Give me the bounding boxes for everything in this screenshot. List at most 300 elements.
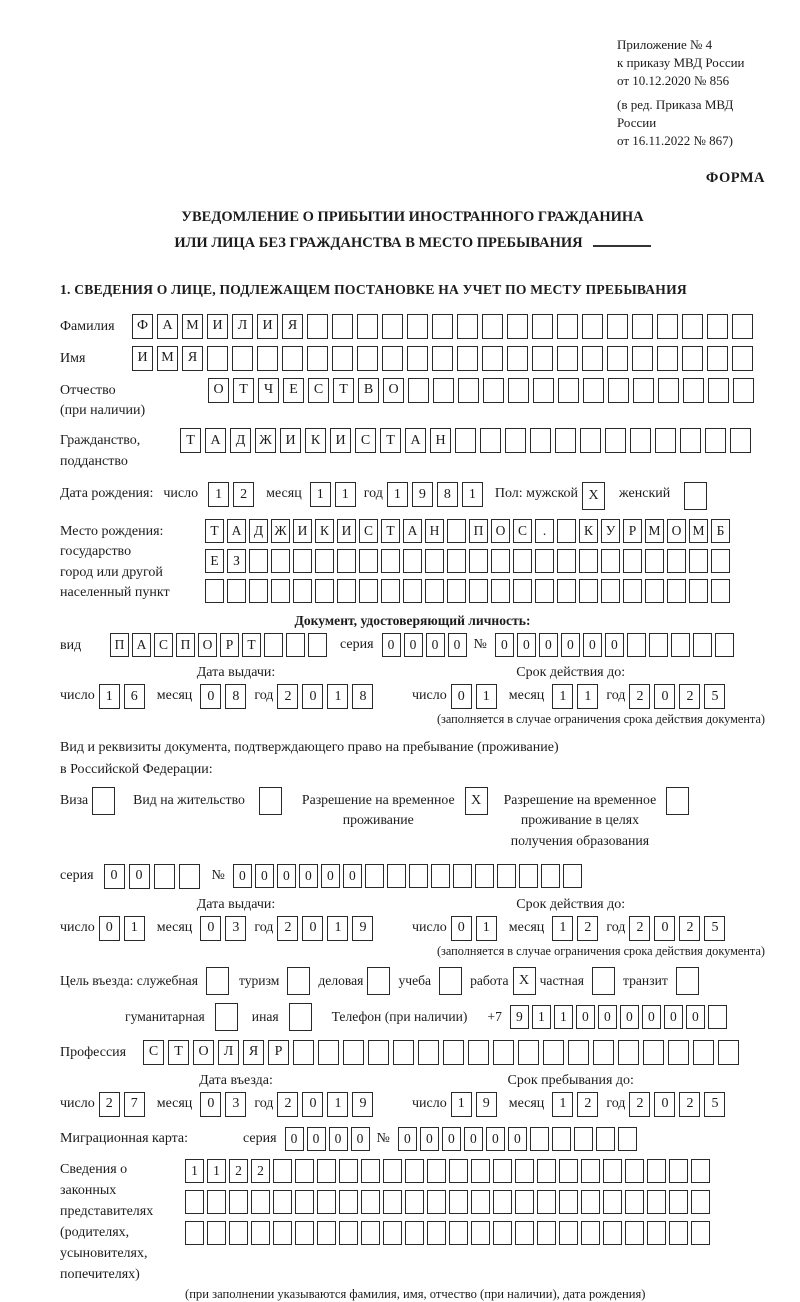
cell[interactable]: . bbox=[535, 519, 554, 543]
cell[interactable] bbox=[669, 1221, 688, 1245]
cell[interactable] bbox=[381, 579, 400, 603]
cell[interactable]: М bbox=[157, 346, 178, 371]
cell[interactable]: 0 bbox=[200, 1092, 221, 1117]
cell[interactable] bbox=[317, 1190, 336, 1214]
cell[interactable]: 0 bbox=[654, 1092, 675, 1117]
cell[interactable]: Н bbox=[425, 519, 444, 543]
sex-female-checkbox[interactable] bbox=[684, 482, 707, 510]
cell[interactable]: 1 bbox=[552, 684, 573, 709]
cell[interactable]: 0 bbox=[642, 1005, 661, 1029]
cell[interactable] bbox=[425, 549, 444, 573]
cell[interactable]: М bbox=[645, 519, 664, 543]
birth-place-cells-row3[interactable] bbox=[205, 579, 733, 603]
cell[interactable]: 1 bbox=[310, 482, 331, 507]
purpose-humanitarian-checkbox[interactable] bbox=[215, 1003, 238, 1031]
cell[interactable] bbox=[532, 314, 553, 339]
cell[interactable] bbox=[273, 1159, 292, 1183]
resid-valid-day-cells[interactable] bbox=[451, 916, 501, 941]
cell[interactable]: 1 bbox=[552, 916, 573, 941]
cell[interactable]: Т bbox=[180, 428, 201, 453]
purpose-business-checkbox[interactable] bbox=[367, 967, 390, 995]
cell[interactable]: 1 bbox=[327, 1092, 348, 1117]
cell[interactable]: О bbox=[208, 378, 229, 403]
cell[interactable]: 1 bbox=[207, 1159, 226, 1183]
cell[interactable] bbox=[630, 428, 651, 453]
cell[interactable] bbox=[680, 428, 701, 453]
cell[interactable]: А bbox=[405, 428, 426, 453]
cell[interactable] bbox=[317, 1159, 336, 1183]
cell[interactable]: К bbox=[315, 519, 334, 543]
cell[interactable]: Р bbox=[268, 1040, 289, 1065]
viza-checkbox[interactable] bbox=[92, 787, 115, 815]
birth-date-day-cells[interactable] bbox=[208, 482, 258, 507]
stay-until-month-cells[interactable] bbox=[552, 1092, 602, 1117]
cell[interactable] bbox=[469, 549, 488, 573]
cell[interactable]: А bbox=[227, 519, 246, 543]
cell[interactable] bbox=[541, 864, 560, 888]
cell[interactable]: 2 bbox=[229, 1159, 248, 1183]
cell[interactable] bbox=[271, 579, 290, 603]
cell[interactable]: 1 bbox=[476, 684, 497, 709]
cell[interactable] bbox=[515, 1190, 534, 1214]
cell[interactable] bbox=[475, 864, 494, 888]
cell[interactable] bbox=[449, 1190, 468, 1214]
cell[interactable]: А bbox=[132, 633, 151, 657]
cell[interactable] bbox=[705, 428, 726, 453]
cell[interactable] bbox=[381, 549, 400, 573]
cell[interactable] bbox=[387, 864, 406, 888]
cell[interactable] bbox=[273, 1190, 292, 1214]
cell[interactable]: Л bbox=[218, 1040, 239, 1065]
id-valid-day-cells[interactable] bbox=[451, 684, 501, 709]
cell[interactable] bbox=[343, 1040, 364, 1065]
cell[interactable] bbox=[337, 579, 356, 603]
resid-valid-year-cells[interactable] bbox=[629, 916, 729, 941]
cell[interactable] bbox=[691, 1190, 710, 1214]
cell[interactable]: Т bbox=[381, 519, 400, 543]
cell[interactable] bbox=[507, 346, 528, 371]
cell[interactable] bbox=[205, 579, 224, 603]
cell[interactable]: 0 bbox=[654, 684, 675, 709]
resid-issue-day-cells[interactable] bbox=[99, 916, 149, 941]
cell[interactable]: 0 bbox=[508, 1127, 527, 1151]
cell[interactable] bbox=[657, 314, 678, 339]
cell[interactable]: 2 bbox=[629, 916, 650, 941]
cell[interactable] bbox=[691, 1159, 710, 1183]
cell[interactable] bbox=[627, 633, 646, 657]
cell[interactable]: 9 bbox=[412, 482, 433, 507]
migration-card-seriya-cells[interactable] bbox=[285, 1127, 373, 1151]
patronymic-cells[interactable] bbox=[208, 378, 758, 403]
cell[interactable] bbox=[480, 428, 501, 453]
cell[interactable] bbox=[596, 1127, 615, 1151]
cell[interactable] bbox=[689, 579, 708, 603]
cell[interactable] bbox=[715, 633, 734, 657]
cell[interactable] bbox=[625, 1190, 644, 1214]
cell[interactable] bbox=[207, 1190, 226, 1214]
cell[interactable] bbox=[207, 346, 228, 371]
cell[interactable] bbox=[407, 346, 428, 371]
cell[interactable]: 6 bbox=[124, 684, 145, 709]
cell[interactable]: 2 bbox=[99, 1092, 120, 1117]
cell[interactable]: 0 bbox=[343, 864, 362, 888]
cell[interactable] bbox=[691, 1221, 710, 1245]
cell[interactable] bbox=[432, 314, 453, 339]
cell[interactable] bbox=[537, 1190, 556, 1214]
cell[interactable] bbox=[537, 1221, 556, 1245]
cell[interactable]: О bbox=[667, 519, 686, 543]
resid-issue-month-cells[interactable] bbox=[200, 916, 250, 941]
cell[interactable] bbox=[264, 633, 283, 657]
cell[interactable]: Т bbox=[233, 378, 254, 403]
cell[interactable] bbox=[458, 378, 479, 403]
cell[interactable]: И bbox=[280, 428, 301, 453]
cell[interactable] bbox=[425, 579, 444, 603]
cell[interactable] bbox=[513, 579, 532, 603]
cell[interactable] bbox=[315, 579, 334, 603]
cell[interactable] bbox=[455, 428, 476, 453]
cell[interactable]: 5 bbox=[704, 684, 725, 709]
cell[interactable] bbox=[282, 346, 303, 371]
purpose-other-checkbox[interactable] bbox=[289, 1003, 312, 1031]
cell[interactable] bbox=[382, 346, 403, 371]
cell[interactable] bbox=[708, 1005, 727, 1029]
cell[interactable]: 2 bbox=[679, 684, 700, 709]
cell[interactable]: Л bbox=[232, 314, 253, 339]
cell[interactable]: М bbox=[182, 314, 203, 339]
cell[interactable]: Н bbox=[430, 428, 451, 453]
resid-valid-month-cells[interactable] bbox=[552, 916, 602, 941]
cell[interactable] bbox=[271, 549, 290, 573]
cell[interactable] bbox=[580, 428, 601, 453]
cell[interactable] bbox=[559, 1190, 578, 1214]
cell[interactable] bbox=[505, 428, 526, 453]
cell[interactable] bbox=[471, 1159, 490, 1183]
cell[interactable]: 7 bbox=[124, 1092, 145, 1117]
cell[interactable]: К bbox=[305, 428, 326, 453]
id-issue-day-cells[interactable] bbox=[99, 684, 149, 709]
cell[interactable]: Д bbox=[230, 428, 251, 453]
cell[interactable]: 0 bbox=[321, 864, 340, 888]
cell[interactable]: И bbox=[337, 519, 356, 543]
sex-male-checkbox[interactable] bbox=[582, 482, 605, 510]
id-doc-seriya-cells[interactable] bbox=[382, 633, 470, 657]
cell[interactable]: 8 bbox=[225, 684, 246, 709]
cell[interactable]: С bbox=[143, 1040, 164, 1065]
purpose-tourism-checkbox[interactable] bbox=[287, 967, 310, 995]
cell[interactable] bbox=[308, 633, 327, 657]
cell[interactable] bbox=[453, 864, 472, 888]
cell[interactable] bbox=[405, 1221, 424, 1245]
cell[interactable] bbox=[732, 314, 753, 339]
cell[interactable]: 1 bbox=[552, 1092, 573, 1117]
cell[interactable]: 0 bbox=[302, 916, 323, 941]
cell[interactable] bbox=[574, 1127, 593, 1151]
cell[interactable] bbox=[718, 1040, 739, 1065]
cell[interactable] bbox=[493, 1221, 512, 1245]
cell[interactable]: 0 bbox=[561, 633, 580, 657]
entry-date-year-cells[interactable] bbox=[277, 1092, 377, 1117]
cell[interactable] bbox=[468, 1040, 489, 1065]
cell[interactable]: Т bbox=[205, 519, 224, 543]
cell[interactable]: С bbox=[355, 428, 376, 453]
cell[interactable]: 0 bbox=[299, 864, 318, 888]
cell[interactable] bbox=[207, 1221, 226, 1245]
cell[interactable]: 0 bbox=[664, 1005, 683, 1029]
citizenship-cells[interactable] bbox=[180, 428, 755, 453]
cell[interactable]: 0 bbox=[448, 633, 467, 657]
cell[interactable]: 3 bbox=[225, 1092, 246, 1117]
cell[interactable] bbox=[508, 378, 529, 403]
cell[interactable]: X bbox=[519, 972, 530, 988]
cell[interactable]: 2 bbox=[629, 1092, 650, 1117]
cell[interactable]: Т bbox=[168, 1040, 189, 1065]
cell[interactable]: 0 bbox=[302, 684, 323, 709]
cell[interactable]: 2 bbox=[277, 684, 298, 709]
cell[interactable] bbox=[655, 428, 676, 453]
cell[interactable]: И bbox=[330, 428, 351, 453]
cell[interactable] bbox=[361, 1221, 380, 1245]
cell[interactable] bbox=[581, 1159, 600, 1183]
cell[interactable]: 5 bbox=[704, 1092, 725, 1117]
cell[interactable] bbox=[482, 314, 503, 339]
cell[interactable]: 9 bbox=[476, 1092, 497, 1117]
cell[interactable] bbox=[185, 1190, 204, 1214]
cell[interactable] bbox=[493, 1190, 512, 1214]
cell[interactable] bbox=[618, 1040, 639, 1065]
cell[interactable] bbox=[513, 549, 532, 573]
cell[interactable]: 1 bbox=[185, 1159, 204, 1183]
cell[interactable] bbox=[409, 864, 428, 888]
cell[interactable] bbox=[457, 314, 478, 339]
cell[interactable] bbox=[359, 549, 378, 573]
purpose-study-checkbox[interactable] bbox=[439, 967, 462, 995]
cell[interactable] bbox=[332, 314, 353, 339]
cell[interactable] bbox=[733, 378, 754, 403]
cell[interactable] bbox=[689, 549, 708, 573]
cell[interactable] bbox=[693, 633, 712, 657]
cell[interactable]: Т bbox=[380, 428, 401, 453]
cell[interactable] bbox=[493, 1159, 512, 1183]
cell[interactable] bbox=[671, 633, 690, 657]
cell[interactable] bbox=[383, 1221, 402, 1245]
cell[interactable] bbox=[383, 1159, 402, 1183]
cell[interactable] bbox=[537, 1159, 556, 1183]
cell[interactable] bbox=[403, 549, 422, 573]
cell[interactable] bbox=[339, 1221, 358, 1245]
cell[interactable]: Р bbox=[623, 519, 642, 543]
cell[interactable] bbox=[530, 428, 551, 453]
resid-issue-year-cells[interactable] bbox=[277, 916, 377, 941]
cell[interactable]: 0 bbox=[277, 864, 296, 888]
cell[interactable]: 1 bbox=[476, 916, 497, 941]
cell[interactable] bbox=[607, 314, 628, 339]
profession-cells[interactable] bbox=[143, 1040, 743, 1065]
cell[interactable]: 2 bbox=[251, 1159, 270, 1183]
cell[interactable]: Ф bbox=[132, 314, 153, 339]
cell[interactable] bbox=[307, 314, 328, 339]
cell[interactable]: 0 bbox=[495, 633, 514, 657]
cell[interactable] bbox=[449, 1221, 468, 1245]
cell[interactable] bbox=[286, 633, 305, 657]
cell[interactable] bbox=[707, 346, 728, 371]
guardians-cells-row1[interactable] bbox=[185, 1159, 713, 1183]
cell[interactable] bbox=[593, 1040, 614, 1065]
migration-card-number-cells[interactable] bbox=[398, 1127, 640, 1151]
cell[interactable]: И bbox=[293, 519, 312, 543]
cell[interactable] bbox=[427, 1221, 446, 1245]
cell[interactable] bbox=[530, 1127, 549, 1151]
cell[interactable] bbox=[667, 579, 686, 603]
cell[interactable] bbox=[559, 1159, 578, 1183]
cell[interactable] bbox=[315, 549, 334, 573]
cell[interactable] bbox=[708, 378, 729, 403]
cell[interactable] bbox=[407, 314, 428, 339]
cell[interactable]: 1 bbox=[462, 482, 483, 507]
cell[interactable]: Я bbox=[282, 314, 303, 339]
cell[interactable] bbox=[563, 864, 582, 888]
residence-permit-checkbox[interactable] bbox=[259, 787, 282, 815]
cell[interactable] bbox=[339, 1159, 358, 1183]
cell[interactable]: 0 bbox=[654, 916, 675, 941]
cell[interactable]: 2 bbox=[679, 916, 700, 941]
cell[interactable] bbox=[668, 1040, 689, 1065]
cell[interactable] bbox=[382, 314, 403, 339]
cell[interactable] bbox=[582, 346, 603, 371]
cell[interactable]: 0 bbox=[426, 633, 445, 657]
cell[interactable] bbox=[293, 579, 312, 603]
cell[interactable] bbox=[557, 519, 576, 543]
cell[interactable]: С bbox=[513, 519, 532, 543]
cell[interactable]: X bbox=[588, 488, 599, 504]
cell[interactable] bbox=[457, 346, 478, 371]
cell[interactable] bbox=[185, 1221, 204, 1245]
cell[interactable] bbox=[251, 1221, 270, 1245]
cell[interactable]: 1 bbox=[554, 1005, 573, 1029]
cell[interactable]: Ч bbox=[258, 378, 279, 403]
cell[interactable] bbox=[608, 378, 629, 403]
cell[interactable] bbox=[491, 579, 510, 603]
cell[interactable]: 1 bbox=[99, 684, 120, 709]
cell[interactable]: А bbox=[157, 314, 178, 339]
cell[interactable] bbox=[669, 1190, 688, 1214]
cell[interactable] bbox=[431, 864, 450, 888]
rvp-education-checkbox[interactable] bbox=[666, 787, 689, 815]
cell[interactable]: С bbox=[308, 378, 329, 403]
entry-date-month-cells[interactable] bbox=[200, 1092, 250, 1117]
cell[interactable] bbox=[357, 314, 378, 339]
id-issue-year-cells[interactable] bbox=[277, 684, 377, 709]
cell[interactable] bbox=[605, 428, 626, 453]
cell[interactable] bbox=[443, 1040, 464, 1065]
cell[interactable] bbox=[497, 864, 516, 888]
cell[interactable] bbox=[293, 549, 312, 573]
cell[interactable]: 0 bbox=[464, 1127, 483, 1151]
cell[interactable]: О bbox=[193, 1040, 214, 1065]
cell[interactable] bbox=[519, 864, 538, 888]
cell[interactable] bbox=[383, 1190, 402, 1214]
cell[interactable] bbox=[649, 633, 668, 657]
cell[interactable]: А bbox=[403, 519, 422, 543]
cell[interactable]: 8 bbox=[352, 684, 373, 709]
cell[interactable]: И bbox=[207, 314, 228, 339]
rvp-checkbox[interactable] bbox=[465, 787, 488, 815]
cell[interactable] bbox=[432, 346, 453, 371]
cell[interactable]: 2 bbox=[577, 916, 598, 941]
cell[interactable]: Е bbox=[205, 549, 224, 573]
cell[interactable] bbox=[532, 346, 553, 371]
cell[interactable] bbox=[249, 579, 268, 603]
cell[interactable] bbox=[643, 1040, 664, 1065]
cell[interactable] bbox=[682, 346, 703, 371]
purpose-transit-checkbox[interactable] bbox=[676, 967, 699, 995]
cell[interactable] bbox=[555, 428, 576, 453]
cell[interactable]: 0 bbox=[255, 864, 274, 888]
cell[interactable]: 0 bbox=[398, 1127, 417, 1151]
cell[interactable] bbox=[711, 549, 730, 573]
cell[interactable] bbox=[295, 1159, 314, 1183]
cell[interactable] bbox=[557, 579, 576, 603]
cell[interactable]: 0 bbox=[451, 916, 472, 941]
cell[interactable]: О bbox=[491, 519, 510, 543]
cell[interactable] bbox=[295, 1190, 314, 1214]
stay-until-year-cells[interactable] bbox=[629, 1092, 729, 1117]
cell[interactable] bbox=[582, 314, 603, 339]
resid-number-cells[interactable] bbox=[233, 864, 585, 888]
cell[interactable] bbox=[535, 549, 554, 573]
cell[interactable] bbox=[535, 579, 554, 603]
cell[interactable]: 1 bbox=[335, 482, 356, 507]
cell[interactable] bbox=[682, 314, 703, 339]
cell[interactable] bbox=[337, 549, 356, 573]
cell[interactable]: 9 bbox=[352, 1092, 373, 1117]
cell[interactable]: 0 bbox=[420, 1127, 439, 1151]
cell[interactable] bbox=[601, 579, 620, 603]
id-valid-year-cells[interactable] bbox=[629, 684, 729, 709]
cell[interactable]: 1 bbox=[387, 482, 408, 507]
cell[interactable]: 2 bbox=[277, 1092, 298, 1117]
cell[interactable] bbox=[447, 519, 466, 543]
cell[interactable] bbox=[273, 1221, 292, 1245]
cell[interactable]: О bbox=[198, 633, 217, 657]
cell[interactable] bbox=[557, 314, 578, 339]
cell[interactable]: П bbox=[176, 633, 195, 657]
birth-place-cells-row2[interactable] bbox=[205, 549, 733, 573]
cell[interactable]: 0 bbox=[382, 633, 401, 657]
cell[interactable] bbox=[361, 1159, 380, 1183]
cell[interactable]: 0 bbox=[539, 633, 558, 657]
cell[interactable] bbox=[257, 346, 278, 371]
cell[interactable] bbox=[623, 549, 642, 573]
cell[interactable]: 0 bbox=[285, 1127, 304, 1151]
cell[interactable] bbox=[469, 579, 488, 603]
purpose-official-checkbox[interactable] bbox=[206, 967, 229, 995]
cell[interactable]: Я bbox=[182, 346, 203, 371]
cell[interactable]: 1 bbox=[451, 1092, 472, 1117]
guardians-cells-row3[interactable] bbox=[185, 1221, 713, 1245]
cell[interactable]: 1 bbox=[208, 482, 229, 507]
birth-place-cells-row1[interactable] bbox=[205, 519, 733, 543]
cell[interactable]: 0 bbox=[129, 864, 150, 889]
cell[interactable] bbox=[647, 1159, 666, 1183]
cell[interactable] bbox=[482, 346, 503, 371]
cell[interactable]: 0 bbox=[404, 633, 423, 657]
cell[interactable]: Е bbox=[283, 378, 304, 403]
cell[interactable] bbox=[229, 1221, 248, 1245]
cell[interactable] bbox=[405, 1159, 424, 1183]
cell[interactable]: 9 bbox=[352, 916, 373, 941]
cell[interactable]: У bbox=[601, 519, 620, 543]
